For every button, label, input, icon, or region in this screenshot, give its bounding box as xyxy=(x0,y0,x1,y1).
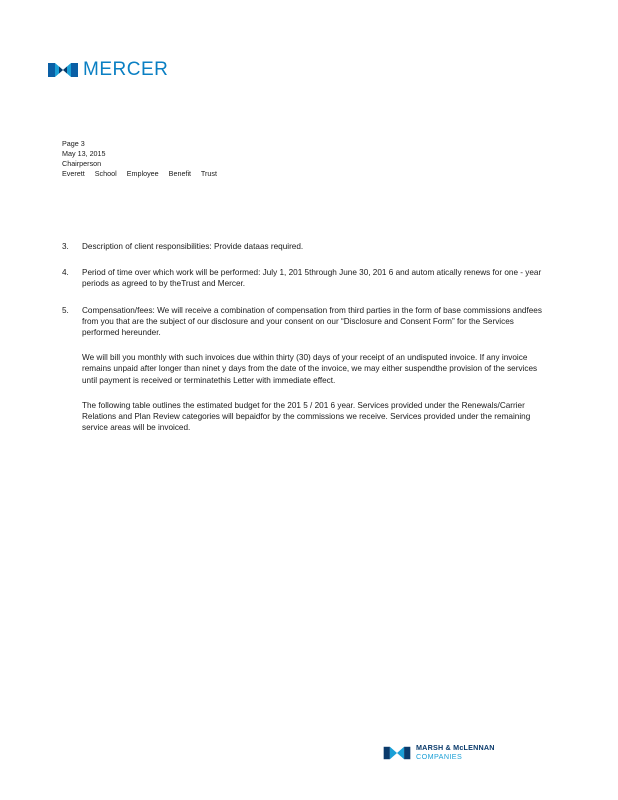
item-number: 3. xyxy=(62,242,69,251)
footer-line-1: MARSH & McLENNAN xyxy=(416,743,495,752)
organization-name: Everett School Employee Benefit Trust xyxy=(62,169,217,178)
mercer-logo xyxy=(48,60,168,79)
list-item xyxy=(62,267,542,289)
mercer-logo-icon xyxy=(48,61,78,79)
list-item xyxy=(62,241,542,252)
item-paragraph: We will bill you monthly with such invoices due within thirty (30) days of your receipt of an undisputed invoice. If any invoice remains unpaid after longer than ninet y days from the date of the invoice, we may either suspendthe provision of the services until payment is received or terminatethis Letter with immediate effect. xyxy=(82,353,538,385)
item-number: 5. xyxy=(62,305,69,315)
item-number: 4. xyxy=(62,268,69,278)
item-body xyxy=(82,267,542,289)
item-body xyxy=(82,241,542,252)
footer-company-name xyxy=(416,744,495,761)
marsh-mclennan-logo xyxy=(383,744,495,761)
item-paragraph: Period of time over which work will be performed: July 1, 201 5through June 30, 201 6 and autom atically renews for one - year periods as agreed to by theTrust and Mercer. xyxy=(82,268,542,289)
terms-list xyxy=(62,241,542,448)
letter-date: May 13, 2015 xyxy=(62,149,106,158)
marsh-mclennan-logo-icon xyxy=(383,745,411,761)
item-body xyxy=(82,305,542,434)
brand-name: MERCER xyxy=(83,59,169,80)
item-paragraph: Description of client responsibilities: Provide dataas required. xyxy=(82,242,304,251)
footer-line-2: COMPANIES xyxy=(416,751,463,761)
letter-header xyxy=(62,139,217,179)
recipient-title: Chairperson xyxy=(62,159,102,168)
item-paragraph: Compensation/fees: We will receive a combination of compensation from third parties in the form of base commissions andfees from you that are the subject of our disclosure and your consent on our “Disclosure and Consent Form” for the Services performed hereunder. xyxy=(82,305,542,338)
item-paragraph: The following table outlines the estimated budget for the 201 5 / 201 6 year. Services provided under the Renewals/Carrier Relations and Plan Review categories will bepaidfor by the commissions we receive. Services provided under the remaining service areas will be invoiced. xyxy=(82,400,531,433)
page-number: Page 3 xyxy=(62,139,85,148)
list-item xyxy=(62,305,542,434)
